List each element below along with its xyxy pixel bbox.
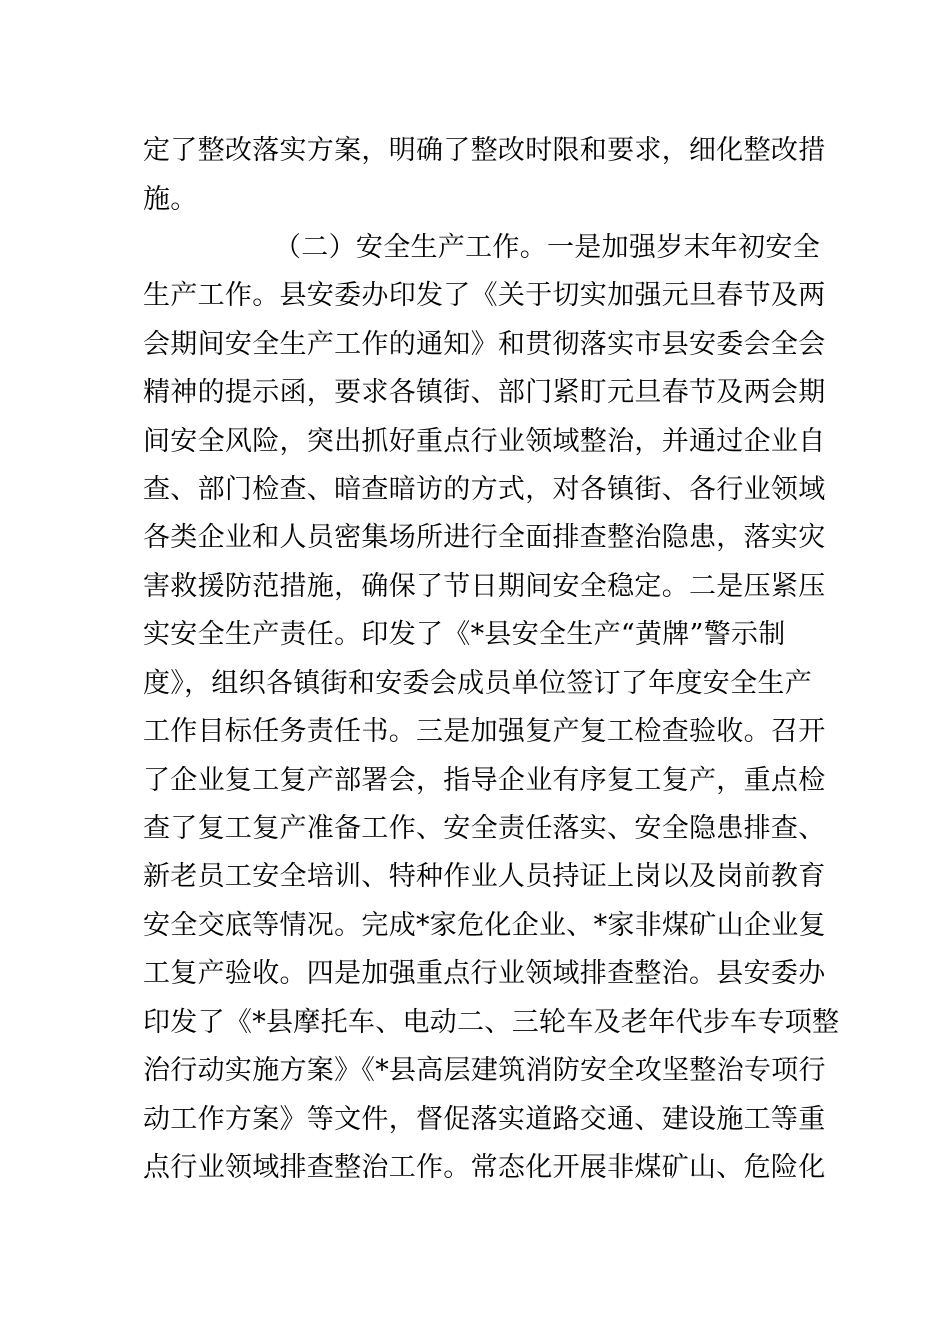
text-line: 度》，组织各镇街和安委会成员单位签订了年度安全生产 [143, 668, 812, 699]
text-line: 治行动实施方案》《*县高层建筑消防安全攻坚整治专项行 [143, 1055, 826, 1086]
text-line: 工复产验收。四是加强重点行业领域排查整治。县安委办 [143, 958, 826, 989]
text-line: 点行业领域排查整治工作。常态化开展非煤矿山、危险化 [143, 1152, 826, 1183]
text-line: 查了复工复产准备工作、安全责任落实、安全隐患排查、 [143, 813, 826, 844]
text-line: 各类企业和人员密集场所进行全面排查整治隐患，落实灾 [143, 522, 826, 553]
text-line: 害救援防范措施，确保了节日期间安全稳定。二是压紧压 [143, 571, 826, 602]
text-line: 查、部门检查、暗查暗访的方式，对各镇街、各行业领域 [143, 474, 826, 505]
text-line: 印发了《*县摩托车、电动二、三轮车及老年代步车专项整 [143, 1007, 840, 1038]
text-line: 施。 [143, 184, 198, 215]
section-heading-line: （二）安全生产工作。一是加强岁末年初安全 [274, 232, 820, 263]
text-line: 会期间安全生产工作的通知》和贯彻落实市县安委会全会 [143, 329, 826, 360]
text-line: 定了整改落实方案，明确了整改时限和要求，细化整改措 [143, 135, 826, 166]
text-line: 安全交底等情况。完成*家危化企业、*家非煤矿山企业复 [143, 910, 826, 941]
text-line: 生产工作。县安委办印发了《关于切实加强元旦春节及两 [143, 280, 826, 311]
text-line: 实安全生产责任。印发了《*县安全生产“黄牌”警示制 [143, 619, 786, 650]
text-line: 新老员工安全培训、特种作业人员持证上岗以及岗前教育 [143, 861, 826, 892]
text-line: 精神的提示函，要求各镇街、部门紧盯元旦春节及两会期 [143, 377, 826, 408]
text-line: 工作目标任务责任书。三是加强复产复工检查验收。召开 [143, 716, 826, 747]
text-line: 动工作方案》等文件，督促落实道路交通、建设施工等重 [143, 1104, 826, 1135]
text-line: 间安全风险，突出抓好重点行业领域整治，并通过企业自 [143, 426, 826, 457]
text-line: 了企业复工复产部署会，指导企业有序复工复产，重点检 [143, 765, 826, 796]
